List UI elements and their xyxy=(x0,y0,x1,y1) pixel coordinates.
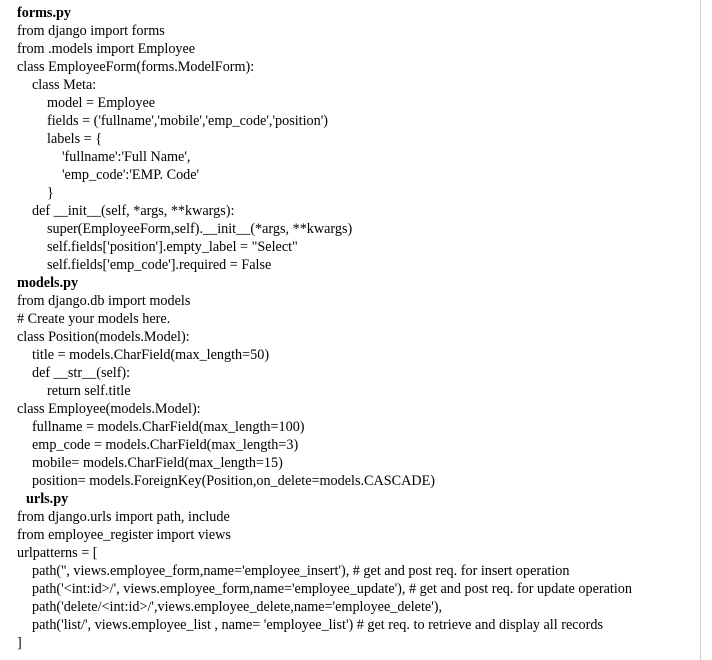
forms-heading: forms.py xyxy=(17,5,71,21)
code-line: self.fields['position'].empty_label = "Select" xyxy=(47,239,298,255)
code-line: from .models import Employee xyxy=(17,41,196,57)
page-edge-divider xyxy=(700,0,701,660)
code-line: ] xyxy=(17,635,22,651)
code-line: from django import forms xyxy=(17,23,165,39)
models-heading: models.py xyxy=(17,275,79,291)
code-line: fields = ('fullname','mobile','emp_code','position') xyxy=(47,113,329,129)
code-line: 'fullname':'Full Name', xyxy=(62,149,191,165)
code-line: emp_code = models.CharField(max_length=3) xyxy=(32,437,299,453)
code-line: # Create your models here. xyxy=(17,311,171,327)
code-line: from django.urls import path, include xyxy=(17,509,230,525)
code-line: path('', views.employee_form,name='employee_insert'), # get and post req. for insert operation xyxy=(32,563,570,579)
code-line: self.fields['emp_code'].required = False xyxy=(47,257,272,273)
code-line: path('<int:id>/', views.employee_form,name='employee_update'), # get and post req. for update operation xyxy=(32,581,632,597)
code-line: super(EmployeeForm,self).__init__(*args, **kwargs) xyxy=(47,221,353,237)
urls-heading: urls.py xyxy=(26,491,69,507)
code-line: class Position(models.Model): xyxy=(17,329,190,345)
code-line: return self.title xyxy=(47,383,131,399)
code-line: model = Employee xyxy=(47,95,156,111)
code-line: fullname = models.CharField(max_length=100) xyxy=(32,419,305,435)
code-line: path('delete/<int:id>/',views.employee_delete,name='employee_delete'), xyxy=(32,599,443,615)
code-line: labels = { xyxy=(47,131,102,147)
code-line: from employee_register import views xyxy=(17,527,231,543)
code-line: mobile= models.CharField(max_length=15) xyxy=(32,455,283,471)
code-line: from django.db import models xyxy=(17,293,191,309)
code-line: position= models.ForeignKey(Position,on_delete=models.CASCADE) xyxy=(32,473,435,489)
code-line: 'emp_code':'EMP. Code' xyxy=(62,167,200,183)
code-line: def __init__(self, *args, **kwargs): xyxy=(32,203,235,219)
code-line: class Meta: xyxy=(32,77,97,93)
code-line: } xyxy=(47,185,54,201)
code-line: class EmployeeForm(forms.ModelForm): xyxy=(17,59,255,75)
code-line: title = models.CharField(max_length=50) xyxy=(32,347,270,363)
code-line: urlpatterns = [ xyxy=(17,545,98,561)
code-line: path('list/', views.employee_list , name= 'employee_list') # get req. to retrieve and display all records xyxy=(32,617,603,633)
code-line: def __str__(self): xyxy=(32,365,131,381)
code-line: class Employee(models.Model): xyxy=(17,401,201,417)
